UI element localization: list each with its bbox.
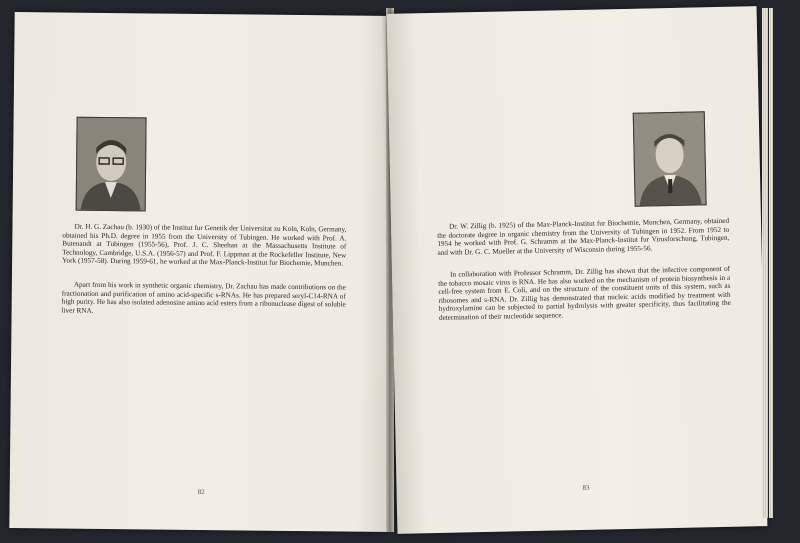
research-text: In collaboration with Professor Schramm, Dr. Zillig has shown that the infective component of the tobacco mosaic virus is RNA. He has also worked on the mechanism of protein biosynthesis in a cell-free system from E. Coli, and on the structure of the constituent units of this system, such as ribosomes and s-RNA. Dr. Zillig has demonstrated that nucleic acids modified by treatment with hydroxylamine can be subjected to partial hydrolysis with greater specificity, thus facilitating the determination of their nucleotide sequence.: [438, 264, 731, 322]
page-edges: [769, 8, 773, 518]
right-page: [387, 6, 768, 534]
page-number: 83: [582, 483, 590, 492]
bio-text: Dr. W. Zillig (b. 1925) of the Max-Planck-Institut fur Biochemie, Munchen, Germany, obtained the doctorate degree in organic chemistry from the University of Tubingen in 1952. From 1952 to 1954 he worked with Prof. G. Schramm at the Max-Planck-Institut fur Virusforschung, Tubingen, and with Dr. G. C. Mueller at the University of Wisconsin during 1955-56.: [437, 216, 730, 257]
page-edges: [762, 8, 768, 518]
bio-text: Dr. H. G. Zachau (b. 1930) of the Institut fur Genetik der Universitat zu Koln, Koln, Germany, obtained his Ph.D. degree in 1955 from the University of Tubingen. He worked with Prof. A. Butenandt at Tubingen (1955-56), Prof. J. C. Sheehan at the Massachusetts Institute of Technology, Cambridge, U.S.A. (1956-57) and Prof. F. Lippman at the Rockefeller Institute, New York (1957-58). During 1959-61, he worked at the Max-Planck-Institut fur Biochemie, Munchen.: [62, 222, 347, 268]
portrait-image: [634, 112, 706, 205]
portrait-photo-zillig: [633, 111, 707, 206]
research-text: Apart from his work in synthetic organic chemistry, Dr. Zachau has made contributions on the fractionation and purification of amino acid-specific s-RNAs. He has prepared seryl-C14-RNA of high purity. He has also isolated adenosine amino acid esters from a ribonuclease digest of soluble liver RNA.: [61, 280, 346, 315]
portrait-image: [77, 118, 146, 211]
portrait-photo-zachau: [76, 117, 147, 212]
left-page: [9, 12, 392, 532]
page-number: 82: [197, 487, 205, 497]
